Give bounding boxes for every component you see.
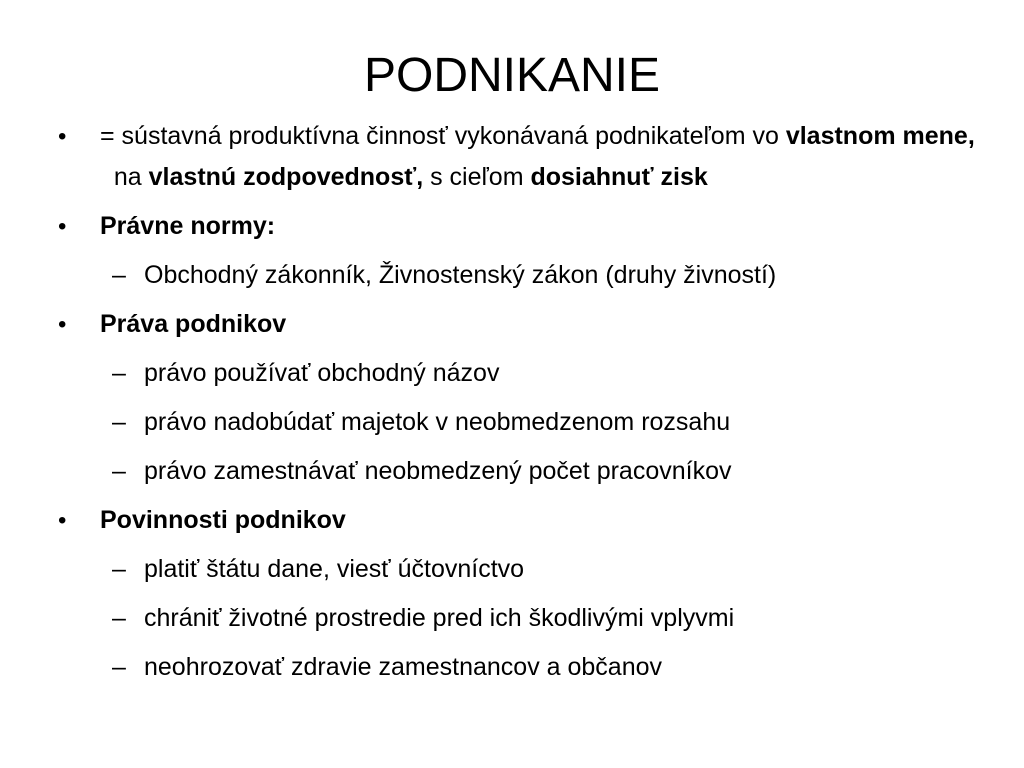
definition-bold-2: vlastnú zodpovednosť, xyxy=(148,163,424,191)
list-item-text: právo používať obchodný názov xyxy=(144,359,500,387)
dash-icon: – xyxy=(112,555,126,583)
bullet-icon: • xyxy=(58,123,67,150)
dash-icon: – xyxy=(112,604,126,632)
bullet-icon: • xyxy=(58,213,67,240)
list-item xyxy=(56,451,976,492)
definition-part-3: s cieľom xyxy=(423,163,531,191)
list-item-text: právo zamestnávať neobmedzený počet pracovníkov xyxy=(144,457,732,485)
list-item-text: platiť štátu dane, viesť účtovníctvo xyxy=(144,555,525,583)
definition-bold-3: dosiahnuť zisk xyxy=(530,163,708,191)
definition-part-1: = sústavná produktívna činnosť vykonávaná podnikateľom vo xyxy=(100,122,786,150)
list-item xyxy=(56,402,976,443)
dash-icon: – xyxy=(112,261,126,289)
section-heading: Právne normy: xyxy=(100,212,276,240)
definition-bullet xyxy=(56,116,976,198)
list-item xyxy=(56,255,976,296)
slide-content xyxy=(56,116,976,688)
section-heading: Povinnosti podnikov xyxy=(100,506,346,534)
section-heading-bullet xyxy=(56,304,976,345)
list-item-text: Obchodný zákonník, Živnostenský zákon (druhy živností) xyxy=(144,261,777,289)
list-item xyxy=(56,353,976,394)
section-heading-bullet xyxy=(56,500,976,541)
list-item-text: neohrozovať zdravie zamestnancov a občanov xyxy=(144,653,663,681)
section-heading-bullet xyxy=(56,206,976,247)
dash-icon: – xyxy=(112,359,126,387)
dash-icon: – xyxy=(112,408,126,436)
list-item xyxy=(56,549,976,590)
slide-title: PODNIKANIE xyxy=(363,49,661,102)
section-heading: Práva podnikov xyxy=(100,310,287,338)
bullet-icon: • xyxy=(58,507,67,534)
list-item xyxy=(56,647,976,688)
dash-icon: – xyxy=(112,457,126,485)
list-item-text: právo nadobúdať majetok v neobmedzenom rozsahu xyxy=(144,408,731,436)
list-item-text: chrániť životné prostredie pred ich škodlivými vplyvmi xyxy=(144,604,735,632)
list-item xyxy=(56,598,976,639)
definition-text xyxy=(100,122,975,191)
bullet-icon: • xyxy=(58,311,67,338)
definition-bold-1: vlastnom mene, xyxy=(785,122,975,150)
definition-part-2: na xyxy=(100,163,149,191)
dash-icon: – xyxy=(112,653,126,681)
